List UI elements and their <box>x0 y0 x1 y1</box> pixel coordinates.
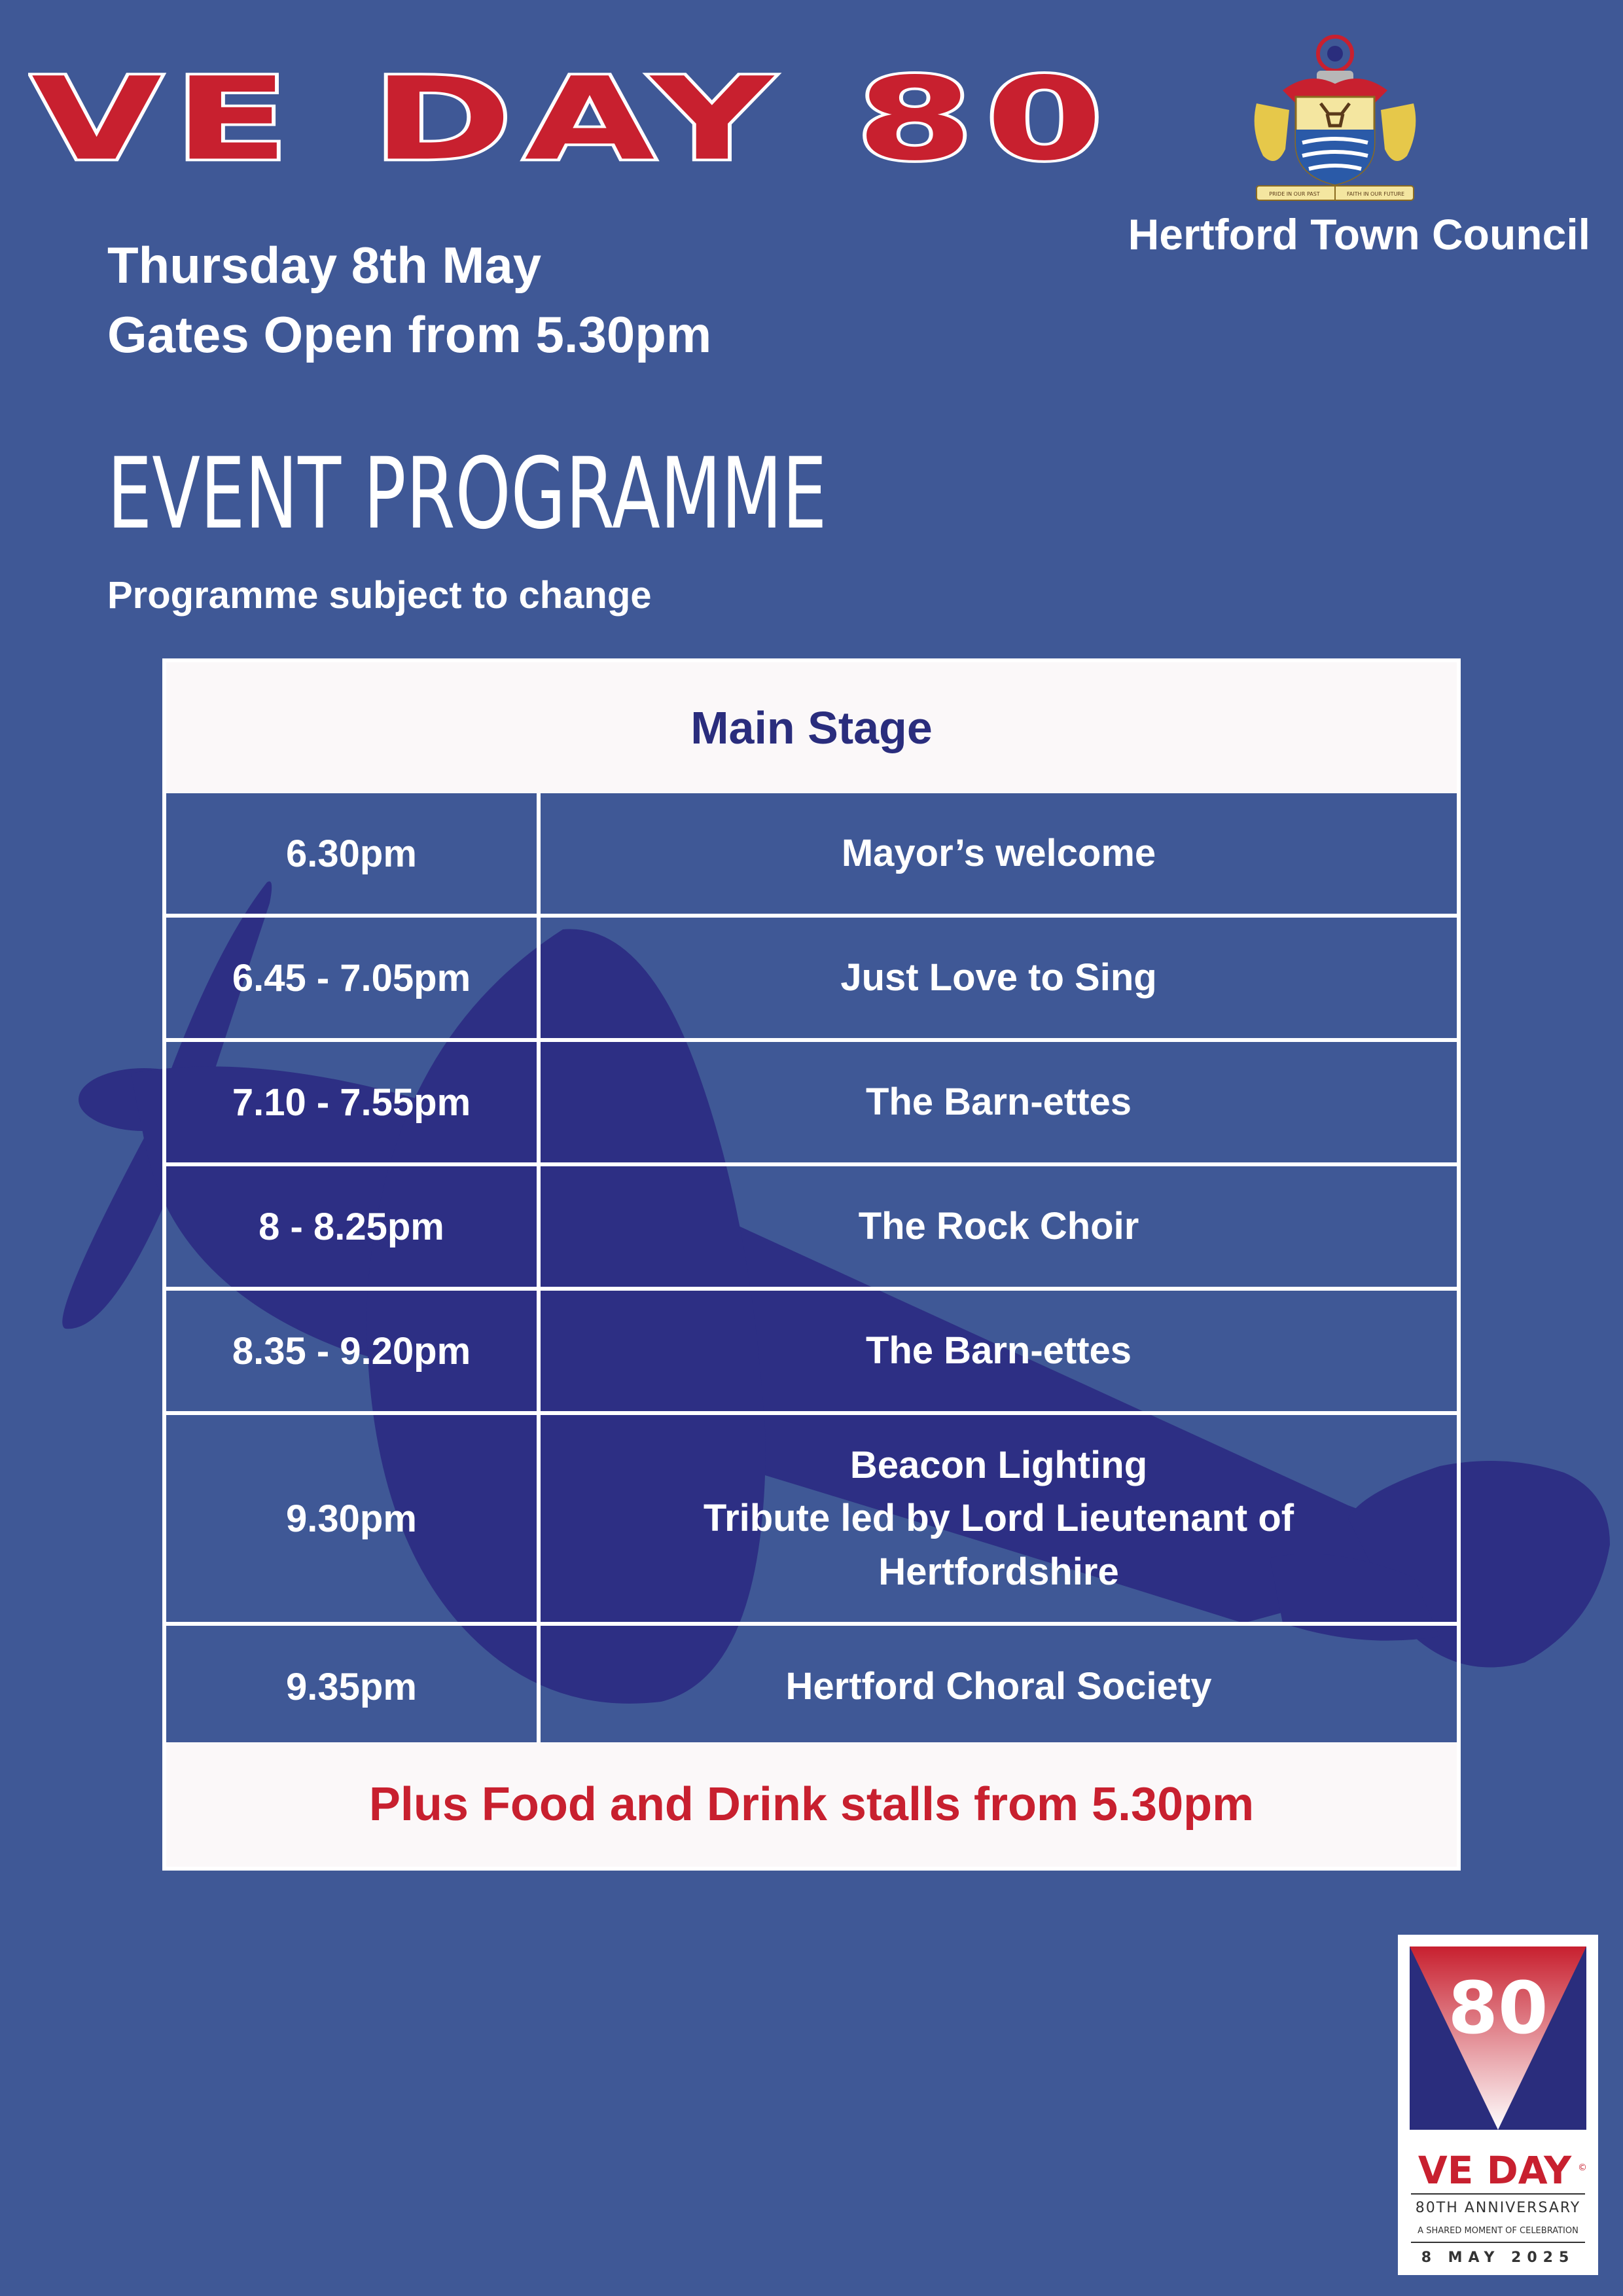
row-act <box>541 1415 1457 1622</box>
crest-motto-left: PRIDE IN OUR PAST <box>1269 191 1320 197</box>
badge-title: VE DAY <box>1418 2148 1572 2193</box>
event-date: Thursday 8th May <box>107 236 542 294</box>
programme-title: EVENT PROGRAMME <box>107 437 827 551</box>
act-line: The Rock Choir <box>858 1205 1139 1248</box>
gates-open: Gates Open from 5.30pm <box>107 306 712 363</box>
row-time: 9.35pm <box>166 1626 541 1748</box>
act-line: The Barn-ettes <box>865 1329 1132 1372</box>
ve-day-80-badge <box>1398 1935 1598 2275</box>
coat-of-arms-icon <box>1243 31 1427 203</box>
act-line: Hertfordshire <box>878 1550 1119 1593</box>
table-rows <box>166 793 1457 1748</box>
badge-number: 80 <box>1448 1966 1548 2050</box>
row-time: 6.45 - 7.05pm <box>166 918 541 1038</box>
row-act <box>541 1291 1457 1411</box>
table-row <box>166 1166 1457 1291</box>
badge-anniversary: 80TH ANNIVERSARY <box>1415 2200 1581 2216</box>
council-name: Hertford Town Council <box>1128 210 1590 259</box>
row-act <box>541 793 1457 914</box>
table-row <box>166 793 1457 918</box>
row-time: 6.30pm <box>166 793 541 914</box>
act-line: Hertford Choral Society <box>785 1665 1212 1708</box>
row-time: 7.10 - 7.55pm <box>166 1042 541 1162</box>
row-act <box>541 1626 1457 1748</box>
act-line: Tribute led by Lord Lieutenant of <box>703 1497 1294 1540</box>
table-row <box>166 1291 1457 1415</box>
row-act <box>541 918 1457 1038</box>
programme-table <box>162 658 1461 1871</box>
row-act <box>541 1042 1457 1162</box>
act-line: Mayor’s welcome <box>841 832 1156 875</box>
badge-copyright: © <box>1578 2162 1587 2173</box>
table-heading: Main Stage <box>166 662 1457 793</box>
programme-note: Programme subject to change <box>107 574 652 617</box>
table-row <box>166 918 1457 1042</box>
table-row <box>166 1042 1457 1166</box>
table-footer: Plus Food and Drink stalls from 5.30pm <box>166 1742 1457 1867</box>
table-row <box>166 1626 1457 1748</box>
act-line: The Barn-ettes <box>865 1081 1132 1124</box>
row-act <box>541 1166 1457 1287</box>
badge-date: 8 MAY 2025 <box>1421 2250 1575 2266</box>
row-time: 8 - 8.25pm <box>166 1166 541 1287</box>
act-line: Just Love to Sing <box>840 956 1157 999</box>
table-row <box>166 1415 1457 1626</box>
act-line: Beacon Lighting <box>849 1444 1148 1487</box>
badge-tagline: A SHARED MOMENT OF CELEBRATION <box>1418 2226 1578 2236</box>
row-time: 8.35 - 9.20pm <box>166 1291 541 1411</box>
headline: VE DAY 80 <box>31 53 1116 186</box>
row-time: 9.30pm <box>166 1415 541 1622</box>
crest-motto-right: FAITH IN OUR FUTURE <box>1346 191 1405 197</box>
